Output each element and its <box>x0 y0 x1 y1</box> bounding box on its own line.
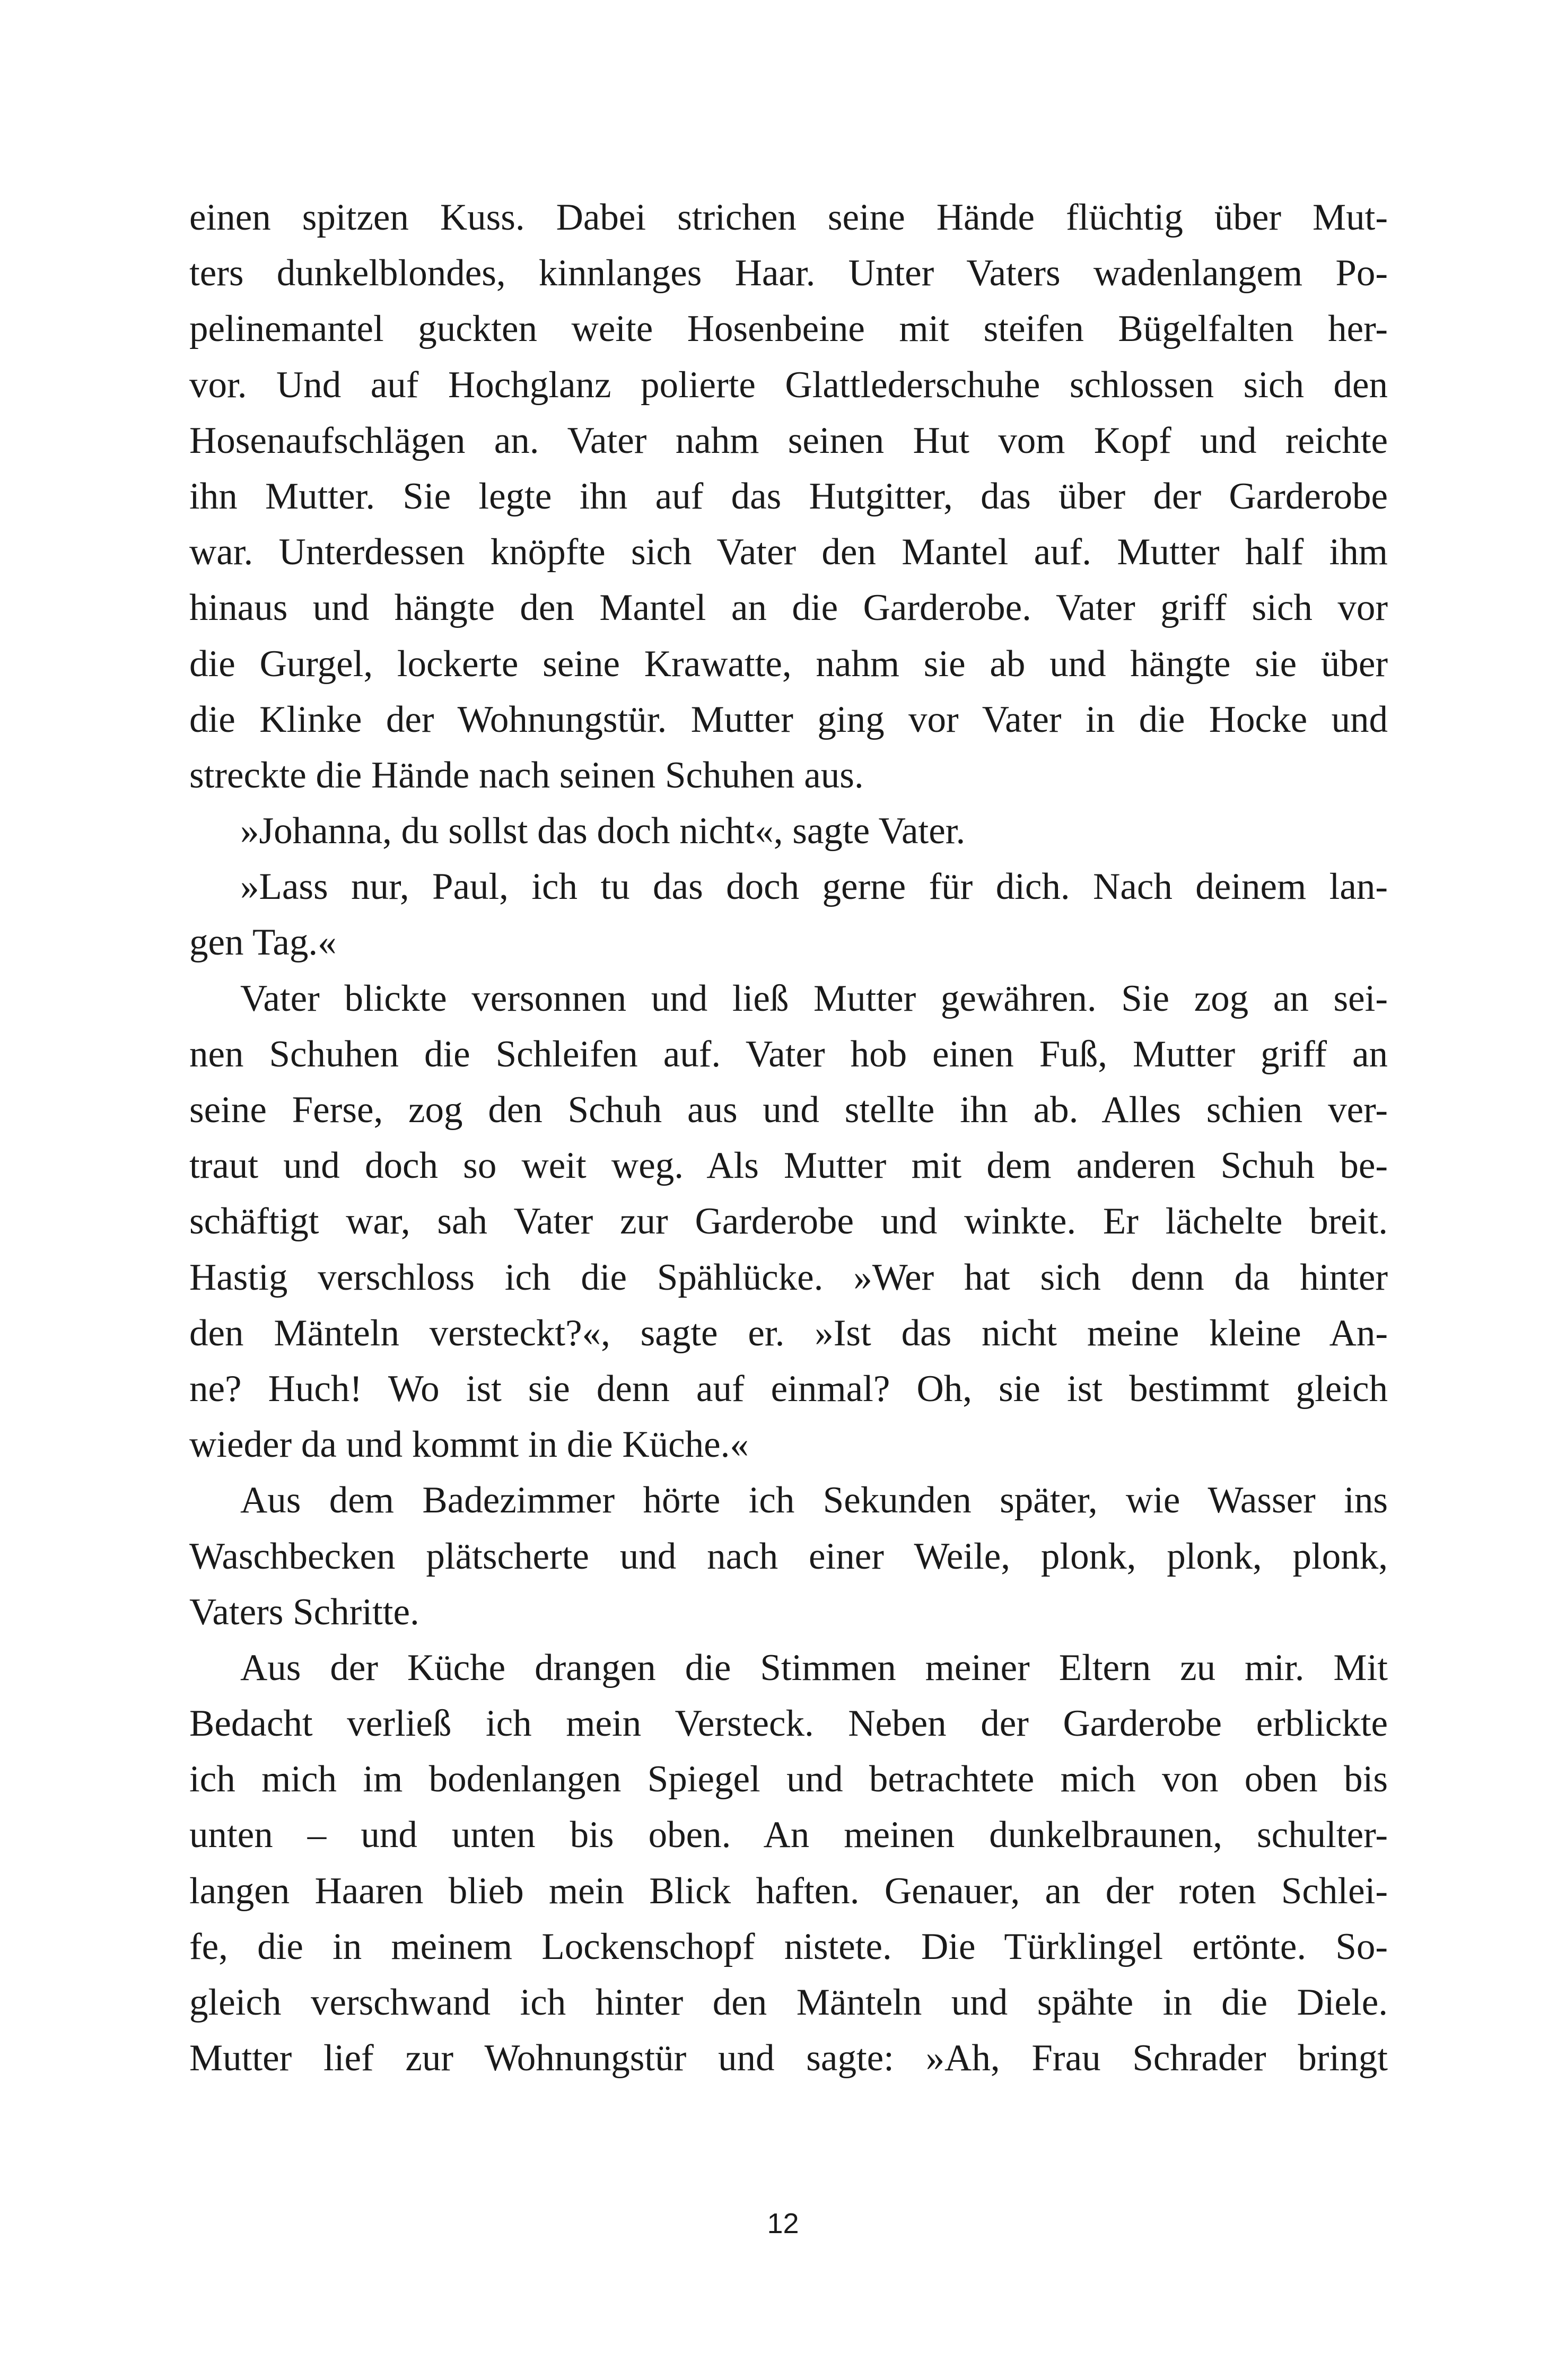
text-line: Hosenaufschlägen an. Vater nahm seinen Hut vom Kopf und reichte <box>189 419 1388 461</box>
text-line: Vater blickte versonnen und ließ Mutter gewähren. Sie zog an sei- <box>240 977 1388 1019</box>
text-line: unten – und unten bis oben. An meinen dunkelbraunen, schulter- <box>189 1814 1388 1856</box>
text-line: gleich verschwand ich hinter den Mänteln und spähte in die Diele. <box>189 1982 1388 2023</box>
text-line: Mutter lief zur Wohnungstür und sagte: »Ah, Frau Schrader bringt <box>189 2037 1388 2079</box>
text-line: einen spitzen Kuss. Dabei strichen seine Hände flüchtig über Mut- <box>189 197 1388 238</box>
text-line: »Johanna, du sollst das doch nicht«, sagte Vater. <box>240 810 966 852</box>
page-number: 12 <box>767 2208 799 2239</box>
text-line: nen Schuhen die Schleifen auf. Vater hob einen Fuß, Mutter griff an <box>189 1033 1388 1075</box>
text-line: »Lass nur, Paul, ich tu das doch gerne für dich. Nach deinem lan- <box>240 866 1388 908</box>
body-text <box>189 190 1388 2086</box>
text-line: Bedacht verließ ich mein Versteck. Neben der Garderobe erblickte <box>189 1703 1388 1745</box>
text-line: war. Unterdessen knöpfte sich Vater den Mantel auf. Mutter half ihm <box>189 531 1388 573</box>
text-line: traut und doch so weit weg. Als Mutter mit dem anderen Schuh be- <box>189 1145 1388 1187</box>
text-line: pelinemantel guckten weite Hosenbeine mit steifen Bügelfalten her- <box>189 308 1388 350</box>
text-line: ters dunkelblondes, kinnlanges Haar. Unter Vaters wadenlangem Po- <box>189 252 1388 294</box>
text-line: Aus der Küche drangen die Stimmen meiner Eltern zu mir. Mit <box>240 1647 1388 1688</box>
text-line: Hastig verschloss ich die Spählücke. »Wer hat sich denn da hinter <box>189 1256 1388 1298</box>
text-line: hinaus und hängte den Mantel an die Garderobe. Vater griff sich vor <box>189 587 1388 629</box>
text-line: Aus dem Badezimmer hörte ich Sekunden später, wie Wasser ins <box>240 1480 1388 1521</box>
text-line: ich mich im bodenlangen Spiegel und betrachtete mich von oben bis <box>189 1758 1388 1800</box>
text-line: wieder da und kommt in die Küche.« <box>189 1424 749 1466</box>
text-line: streckte die Hände nach seinen Schuhen aus. <box>189 754 864 796</box>
text-line: fe, die in meinem Lockenschopf nistete. Die Türklingel ertönte. So- <box>189 1926 1388 1967</box>
text-line: vor. Und auf Hochglanz polierte Glattlederschuhe schlossen sich den <box>189 364 1388 406</box>
text-line: ihn Mutter. Sie legte ihn auf das Hutgitter, das über der Garderobe <box>189 475 1388 517</box>
text-line: ne? Huch! Wo ist sie denn auf einmal? Oh, sie ist bestimmt gleich <box>189 1368 1388 1410</box>
text-line: die Gurgel, lockerte seine Krawatte, nahm sie ab und hängte sie über <box>189 643 1388 685</box>
text-line: die Klinke der Wohnungstür. Mutter ging vor Vater in die Hocke und <box>189 698 1388 740</box>
text-line: langen Haaren blieb mein Blick haften. Genauer, an der roten Schlei- <box>189 1870 1388 1912</box>
text-line: Waschbecken plätscherte und nach einer Weile, plonk, plonk, plonk, <box>189 1535 1388 1577</box>
text-line: schäftigt war, sah Vater zur Garderobe und winkte. Er lächelte breit. <box>189 1201 1388 1242</box>
text-line: Vaters Schritte. <box>189 1591 419 1633</box>
text-line: gen Tag.« <box>189 922 337 964</box>
text-line: den Mänteln versteckt?«, sagte er. »Ist das nicht meine kleine An- <box>189 1312 1388 1354</box>
text-line: seine Ferse, zog den Schuh aus und stellte ihn ab. Alles schien ver- <box>189 1089 1388 1131</box>
